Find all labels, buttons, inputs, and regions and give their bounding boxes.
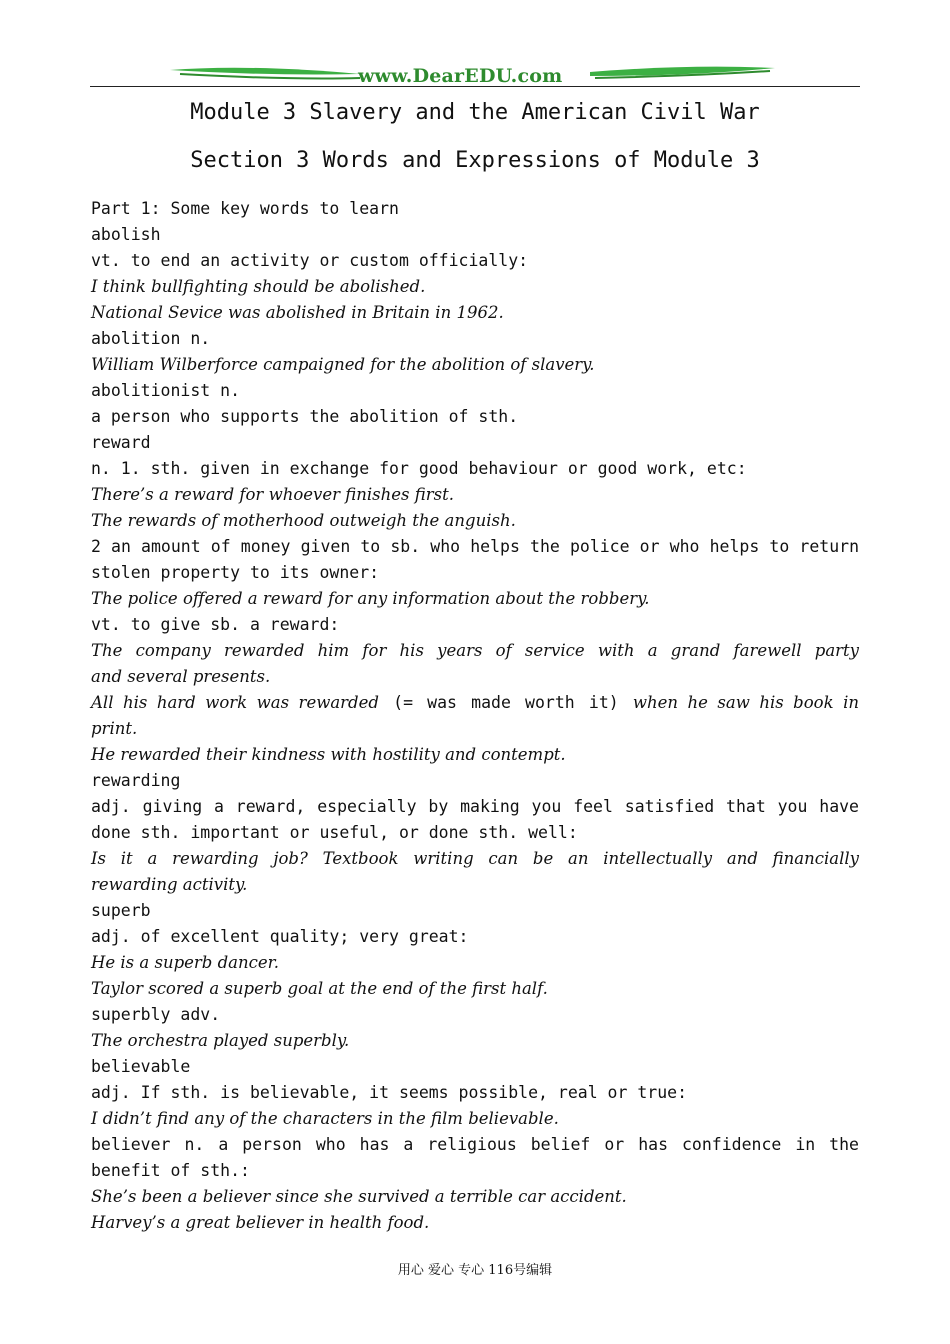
- definition: benefit of sth.:: [91, 1161, 250, 1180]
- example-sentence: He rewarded their kindness with hostility and contempt.: [91, 745, 566, 764]
- headword: abolition n.: [91, 329, 211, 348]
- example-sentence-mixed: [91, 690, 859, 716]
- header-rule: [90, 86, 860, 87]
- example-sentence: The police offered a reward for any information about the robbery.: [91, 589, 650, 608]
- definition: adj. giving a reward, especially by making you feel satisfied that you have: [91, 797, 859, 816]
- example-sentence: The orchestra played superbly.: [91, 1031, 350, 1050]
- section-heading: Part 1: Some key words to learn: [91, 199, 399, 218]
- definition: done sth. important or useful, or done sth. well:: [91, 823, 578, 842]
- page-subtitle: Section 3 Words and Expressions of Module 3: [190, 148, 760, 173]
- headword: superb: [91, 901, 151, 920]
- definition: adj. of excellent quality; very great:: [91, 927, 469, 946]
- example-sentence: print.: [91, 719, 138, 738]
- example-sentence: rewarding activity.: [91, 875, 248, 894]
- example-sentence: Taylor scored a superb goal at the end of the first half.: [91, 979, 548, 998]
- document-body: [91, 196, 859, 1236]
- example-sentence: There’s a reward for whoever finishes first.: [91, 485, 454, 504]
- headword: reward: [91, 433, 151, 452]
- example-sentence: He is a superb dancer.: [91, 953, 279, 972]
- definition: n. 1. sth. given in exchange for good behaviour or good work, etc:: [91, 459, 747, 478]
- page-header: [90, 62, 860, 90]
- example-sentence: I think bullfighting should be abolished.: [91, 277, 426, 296]
- example-sentence: The company rewarded him for his years of service with a grand farewell party: [91, 641, 859, 660]
- example-sentence: She’s been a believer since she survived a terrible car accident.: [91, 1187, 627, 1206]
- definition: stolen property to its owner:: [91, 563, 380, 582]
- definition: a person who supports the abolition of sth.: [91, 407, 519, 426]
- example-fragment: when he saw his book in: [632, 693, 859, 712]
- headword: rewarding: [91, 771, 181, 790]
- example-sentence: Harvey’s a great believer in health food.: [91, 1213, 430, 1232]
- example-sentence: Is it a rewarding job? Textbook writing can be an intellectually and financially: [91, 849, 859, 868]
- example-fragment: All his hard work was rewarded: [91, 693, 379, 712]
- example-sentence: and several presents.: [91, 667, 271, 686]
- example-sentence: William Wilberforce campaigned for the abolition of slavery.: [91, 355, 595, 374]
- example-sentence: The rewards of motherhood outweigh the anguish.: [91, 511, 516, 530]
- headword: superbly adv.: [91, 1005, 221, 1024]
- definition: vt. to give sb. a reward:: [91, 615, 340, 634]
- page-title: Module 3 Slavery and the American Civil War: [190, 100, 760, 125]
- headword: believable: [91, 1057, 191, 1076]
- headword: abolish: [91, 225, 161, 244]
- site-logo: www.DearEDU.com: [358, 65, 563, 87]
- example-sentence: National Sevice was abolished in Britain in 1962.: [91, 303, 504, 322]
- definition: 2 an amount of money given to sb. who helps the police or who helps to return: [91, 537, 859, 556]
- definition: believer n. a person who has a religious belief or has confidence in the: [91, 1135, 859, 1154]
- page-footer: 用心 爱心 专心 116号编辑: [397, 1263, 553, 1278]
- definition: adj. If sth. is believable, it seems possible, real or true:: [91, 1083, 688, 1102]
- headword: abolitionist n.: [91, 381, 241, 400]
- example-gloss: (= was made worth it): [378, 693, 633, 712]
- definition: vt. to end an activity or custom officially:: [91, 251, 529, 270]
- example-sentence: I didn’t find any of the characters in the film believable.: [91, 1109, 559, 1128]
